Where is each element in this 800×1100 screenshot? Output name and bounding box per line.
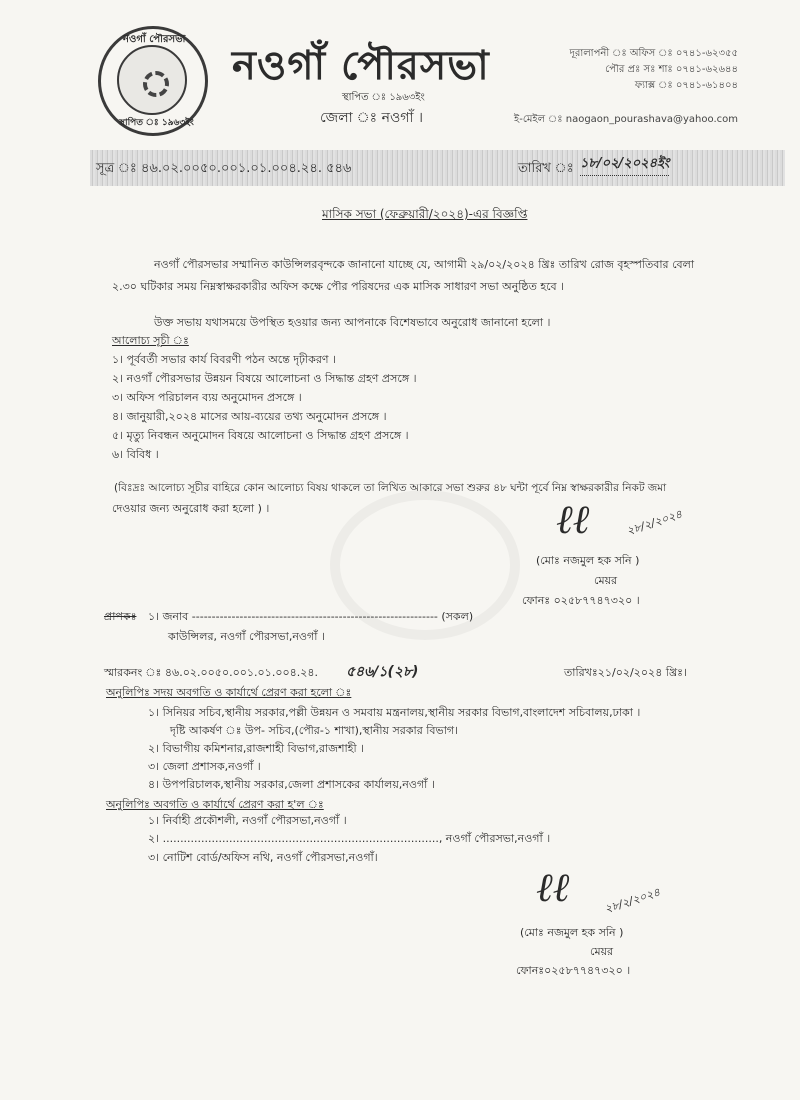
memo2-reference: স্মারকনং ঃ ৪৬.০২.০০৫০.০০১.০১.০০৪.২৪. xyxy=(104,666,319,679)
memo-reference: সূত্র ঃ ৪৬.০২.০০৫০.০০১.০১.০০৪.২৪. ৫৪৬ xyxy=(96,161,352,176)
gear-icon xyxy=(143,71,169,97)
secretary-phone: পৌর প্রঃ সঃ শাঃ ০৭৪১-৬২৬৪৪ xyxy=(605,64,738,75)
municipality-title: নওগাঁ পৌরসভা xyxy=(232,43,490,89)
attendance-request: উক্ত সভায় যথাসময়ে উপস্থিত হওয়ার জন্য আপনাকে বিশেষভাবে অনুরোধ জানানো হলো । xyxy=(154,316,551,329)
memo2-reference-handwritten: ৫৪৬/১(২৮) xyxy=(346,664,419,680)
signature-date: ২৮/২/২০২৪ xyxy=(603,885,662,916)
agenda-item: ৩। অফিস পরিচালন ব্যয় অনুমোদন প্রসঙ্গে । xyxy=(112,391,302,404)
mayor-phone: ফোনঃ ০২৫৮৭৭৪৭৩২০ । xyxy=(522,594,640,607)
recipient-label: প্রাপকঃ xyxy=(104,610,137,623)
memo-date-handwritten: ১৮/০২/২০২৪ইং xyxy=(580,154,669,176)
recipient-line: ১। জনাব -------------------------------------------------------------- (সকল) xyxy=(148,610,474,623)
mayor-title: মেয়র xyxy=(594,574,618,587)
mayor-name: (মোঃ নজমুল হক সনি ) xyxy=(536,554,640,567)
copy2-item: ১। নির্বাহী প্রকৌশলী, নওগাঁ পৌরসভা,নওগাঁ । xyxy=(148,814,347,827)
copy1-item: দৃষ্টি আকর্ষণ ঃ উপ- সচিব,(পৌর-১ শাখা),স্থানীয় সরকার বিভাগ। xyxy=(170,724,459,737)
established-text: স্থাপিত ঃ ১৯৬৩ইং xyxy=(342,92,425,103)
copy2-title: অনুলিপিঃ অবগতি ও কার্যার্থে প্রেরণ করা হ'ল ঃ xyxy=(106,798,324,811)
memo-date-label: তারিখ ঃ xyxy=(518,161,574,176)
notice-paragraph-line1: নওগাঁ পৌরসভার সম্মানিত কাউন্সিলরবৃন্দকে জানানো যাচ্ছে যে, আগামী ২৯/০২/২০২৪ খ্রিঃ তারিখ রোজ বৃহস্পতিবার বেলা xyxy=(154,258,695,271)
email-address: ই-মেইল ঃ naogaon_pourashava@yahoo.com xyxy=(514,114,738,125)
seal-top-text: নওগাঁ পৌরসভা xyxy=(123,34,186,45)
agenda-item: ৬। বিবিধ । xyxy=(112,448,159,461)
copy2-item: ২। ..............................................................................., নওগাঁ পৌরসভা,নওগাঁ । xyxy=(148,832,551,845)
copy2-item: ৩। নোটিশ বোর্ড/অফিস নথি, নওগাঁ পৌরসভা,নওগাঁ। xyxy=(148,851,378,864)
signature-scribble: ℓℓ xyxy=(536,865,570,911)
municipality-seal xyxy=(98,26,208,136)
fax-number: ফ্যাক্স ঃ ০৭৪১-৬১৪০৪ xyxy=(634,80,738,91)
notice-paragraph-line2: ২.৩০ ঘটিকার সময় নিম্নস্বাক্ষরকারীর অফিস কক্ষে পৌর পরিষদের এক মাসিক সাধারণ সভা অনুষ্ঠিত হবে । xyxy=(112,280,565,293)
copy1-item: ৩। জেলা প্রশাসক,নওগাঁ । xyxy=(148,760,261,773)
agenda-item: ৪। জানুয়ারী,২০২৪ মাসের আয়-ব্যয়ের তথ্য অনুমোদন প্রসঙ্গে । xyxy=(112,410,387,423)
memo2-date: তারিখঃ২১/০২/২০২৪ খ্রিঃ। xyxy=(564,666,687,679)
agenda-item: ২। নওগাঁ পৌরসভার উন্নয়ন বিষয়ে আলোচনা ও সিদ্ধান্ত গ্রহণ প্রসঙ্গে । xyxy=(112,372,417,385)
agenda-item: ৫। মৃত্যু নিবন্ধন অনুমোদন বিষয়ে আলোচনা ও সিদ্ধান্ত গ্রহণ প্রসঙ্গে । xyxy=(112,429,409,442)
mayor-name: (মোঃ নজমুল হক সনি ) xyxy=(520,926,624,939)
copy1-item: ২। বিভাগীয় কমিশনার,রাজশাহী বিভাগ,রাজশাহী । xyxy=(148,742,365,755)
agenda-title: আলোচ্য সূচী ঃ xyxy=(112,334,189,347)
seal-inner-ring xyxy=(117,45,187,115)
notice-heading: মাসিক সভা (ফেব্রুয়ারী/২০২৪)-এর বিজ্ঞপ্তি xyxy=(322,207,528,221)
copy1-title: অনুলিপিঃ সদয় অবগতি ও কার্যার্থে প্রেরণ করা হলো ঃ xyxy=(106,686,352,699)
signature-date: ২৮/২/২০২৪ xyxy=(625,507,684,538)
district-text: জেলা ঃ নওগাঁ । xyxy=(320,110,423,126)
recipient-designation: কাউন্সিলর, নওগাঁ পৌরসভা,নওগাঁ । xyxy=(168,630,325,643)
copy1-item: ৪। উপপরিচালক,স্থানীয় সরকার,জেলা প্রশাসকের কার্যালয়,নওগাঁ । xyxy=(148,778,435,791)
mayor-phone: ফোনঃ০২৫৮৭৭৪৭৩২০ । xyxy=(516,964,631,977)
reference-band xyxy=(90,150,785,186)
signature-scribble: ℓℓ xyxy=(556,497,590,543)
note-line1: (বিঃদ্রঃ আলোচ্য সূচীর বাহিরে কোন আলোচ্য বিষয় থাকলে তা লিখিত আকারে সভা শুরুর ৪৮ ঘন্টা পূর্বে নিম্ন স্বাক্ষরকারীর নিকট জমা xyxy=(114,482,667,494)
note-line2: দেওয়ার জন্য অনুরোধ করা হলো ) । xyxy=(112,502,270,515)
agenda-item: ১। পূর্ববর্তী সভার কার্য বিবরণী পঠন অন্তে দৃঢ়ীকরণ । xyxy=(112,353,337,366)
copy1-item: ১। সিনিয়র সচিব,স্থানীয় সরকার,পল্লী উন্নয়ন ও সমবায় মন্ত্রনালয়,স্থানীয় সরকার বিভাগ,বাংলাদেশ সচিবালয়,ঢাকা । xyxy=(148,706,641,719)
office-phone: দূরালাপনী ঃ অফিস ঃ ০৭৪১-৬২৩৫৫ xyxy=(569,48,738,59)
seal-bottom-text: স্থাপিত ঃ ১৯৬৩ইং xyxy=(119,118,194,128)
mayor-title: মেয়র xyxy=(590,945,614,958)
